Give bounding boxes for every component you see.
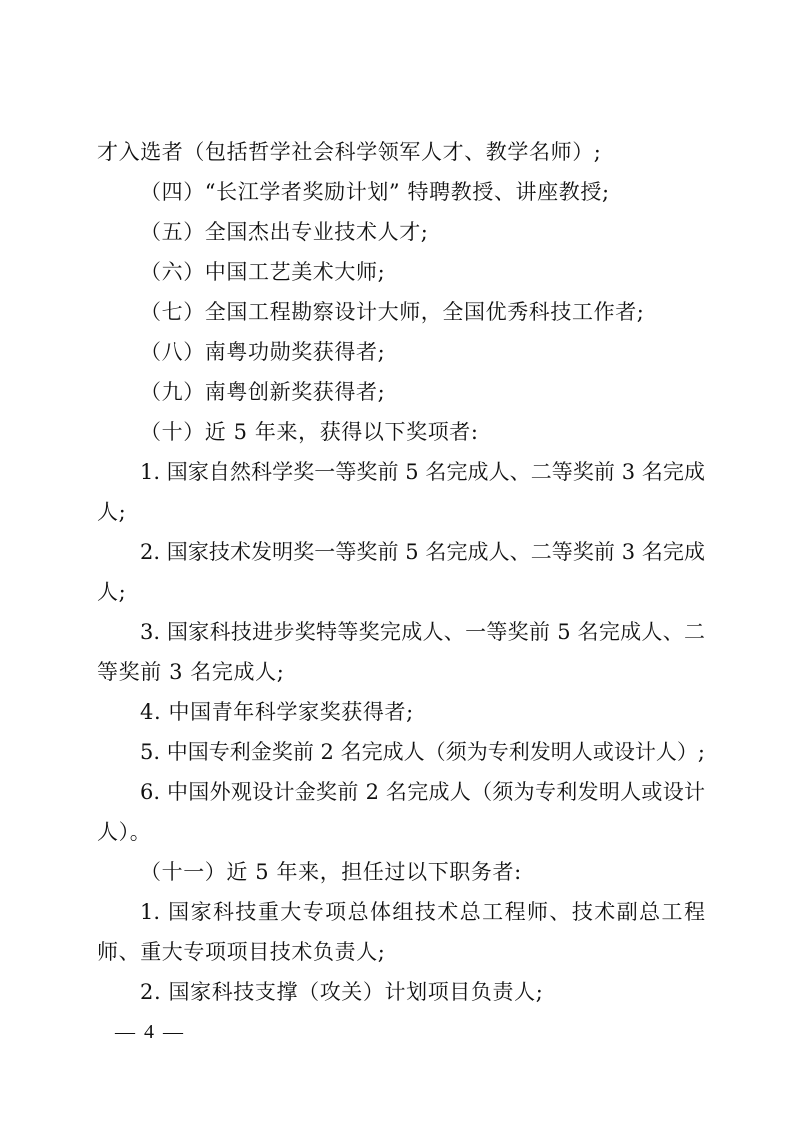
text-line: （七）全国工程勘察设计大师，全国优秀科技工作者; — [140, 300, 645, 324]
text-line: 3. 国家科技进步奖特等奖完成人、一等奖前 5 名完成人、二 — [140, 620, 705, 644]
text-line: 1. 国家科技重大专项总体组技术总工程师、技术副总工程 — [140, 900, 705, 924]
text-line: 5. 中国专利金奖前 2 名完成人（须为专利发明人或设计人）; — [140, 740, 705, 764]
text-line: 2. 国家技术发明奖一等奖前 5 名完成人、二等奖前 3 名完成 — [140, 540, 705, 564]
text-line: 6. 中国外观设计金奖前 2 名完成人（须为专利发明人或设计 — [140, 780, 705, 804]
text-line: （六）中国工艺美术大师; — [140, 260, 386, 284]
text-line: 1. 国家自然科学奖一等奖前 5 名完成人、二等奖前 3 名完成 — [140, 460, 705, 484]
text-line: 2. 国家科技支撑（攻关）计划项目负责人; — [140, 980, 544, 1004]
text-line: （五）全国杰出专业技术人才; — [140, 220, 429, 244]
page-number: — 4 — — [115, 1021, 185, 1043]
text-line: （八）南粤功勋奖获得者; — [140, 340, 386, 364]
text-line: （十一）近 5 年来，担任过以下职务者: — [140, 860, 522, 884]
text-line: 人）。 — [97, 820, 152, 844]
text-line: 等奖前 3 名完成人; — [97, 660, 285, 684]
text-line: 人; — [97, 500, 127, 524]
text-line: （九）南粤创新奖获得者; — [140, 380, 386, 404]
text-line: 4. 中国青年科学家奖获得者; — [140, 700, 414, 724]
text-line: （四）“长江学者奖励计划” 特聘教授、讲座教授; — [140, 180, 610, 204]
text-line: （十）近 5 年来，获得以下奖项者: — [140, 420, 479, 444]
text-line: 师、重大专项项目技术负责人; — [97, 940, 386, 964]
text-line: 才入选者（包括哲学社会科学领军人才、教学名师）; — [97, 140, 602, 164]
text-line: 人; — [97, 580, 127, 604]
